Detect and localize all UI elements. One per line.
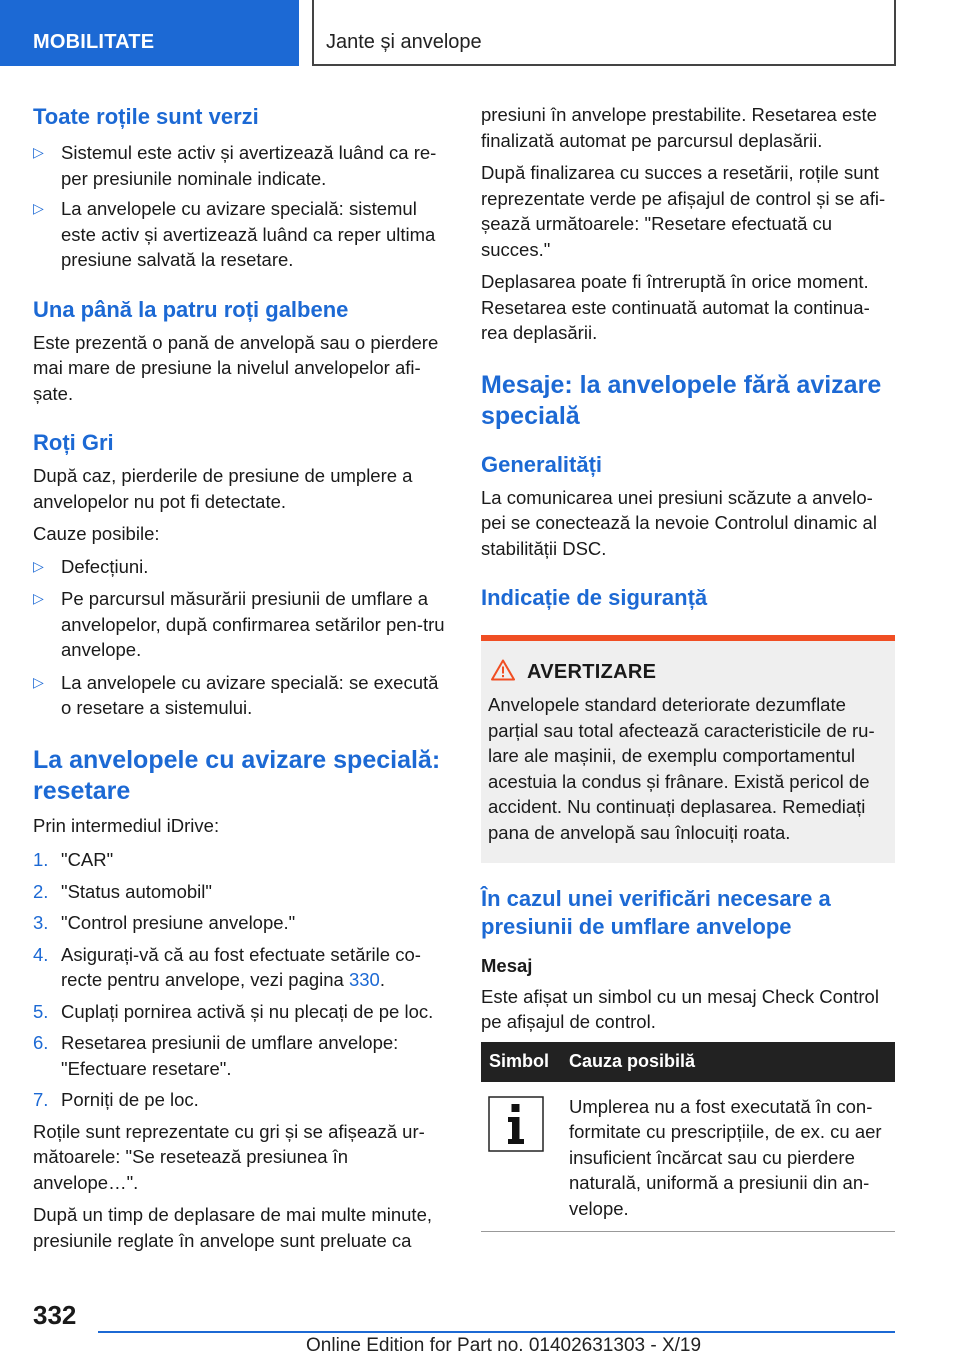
message-label: Mesaj [481,955,533,976]
safety-heading: Indicație de siguranță [481,585,708,610]
reset-success-text: După finalizarea cu succes a resetării, roțile sunt reprezentate verde pe afișajul de control și se afi-șează următoarele: "Resetare efectuată cu succes." [481,162,886,260]
chapter-header [312,0,896,66]
message-text: Este afișat un simbol cu un mesaj Check Control pe afișajul de control. [481,985,879,1032]
page-number: 332 [33,1300,77,1330]
info-icon [488,1096,544,1159]
list-item: ▷ Pe parcursul măsurării presiunii de umflare a anvelopelor, după confirmarea setărilor pen-tru anvelope. [33,588,445,660]
list-item: ▷ Defecțiuni. [33,554,449,580]
messages-heading: Mesaje: la anvelopele fără avizare specială [481,370,882,430]
page-link[interactable]: 330 [348,969,380,990]
continued-text: presiuni în anvelope prestabilite. Resetarea este finalizată automat pe parcursul deplasării. [481,104,877,151]
interrupt-text: Deplasarea poate fi întreruptă în orice moment. Resetarea este continuată automat la continua-rea deplasării. [481,271,870,343]
table-header-row [481,1042,895,1082]
footer-edition: Online Edition for Part no. 01402631303 - X/19 [306,1335,702,1356]
after-steps-text: Roțile sunt reprezentate cu gri și se afișează ur-mătoarele: "Se resetează presiunea în anvelope…". [33,1120,425,1193]
reset-heading: La anvelopele cu avizare specială: resetare [33,745,441,805]
chapter-label: Jante și anvelope [326,31,482,53]
list-item: 6. Resetarea presiunii de umflare anvelope: "Efectuare resetare". [33,1032,399,1079]
footer-divider [98,1331,895,1333]
warning-text: Anvelopele standard deteriorate dezumflate parțial sau total afectează caracteristicile de ru-lare ale mașinii, de exemplu comportamentul acestuia la condus și frânare. Există pericol de accident. Nu continuați deplasarea. Remediați pana de anvelopă sau înlocuiți roata. [488,694,875,843]
section-label: MOBILITATE [33,31,155,53]
grey-wheels-heading: Roți Gri [33,430,114,455]
check-heading: În cazul unei verificări necesare a presiunii de umflare anvelope [481,886,831,939]
warning-box [481,635,895,863]
list-item: 1. "CAR" [33,849,114,870]
column-header-symbol: Simbol [481,1042,561,1082]
warning-title: AVERTIZARE [527,661,657,683]
green-wheels-heading: Toate roțile sunt verzi [33,104,259,129]
list-item: 3. "Control presiune anvelope." [33,912,296,933]
list-item: ▷ La anvelopele cu avizare specială: sistemul este activ și avertizează luând ca reper ultima presiune salvată la resetare. [33,198,436,270]
yellow-wheels-heading: Una până la patru roți galbene [33,296,349,322]
symbol-cell [481,1082,561,1232]
triangle-bullet-icon: ▷ [33,557,44,574]
list-item: ▷ La anvelopele cu avizare specială: se execută o resetare a sistemului. [33,671,439,718]
causes-label: Cauze posibile: [33,523,160,544]
triangle-bullet-icon: ▷ [33,200,44,216]
section-tab [0,0,299,66]
list-item: ▷ Sistemul este activ și avertizează luând ca re-per presiunile nominale indicate. [33,142,437,189]
grey-wheels-text: După caz, pierderile de presiune de umplere a anvelopelor nu pot fi detectate. [33,465,413,512]
cause-cell: Umplerea nu a fost executată în con-formitate cu prescripțiile, de ex. cu aer insuficient încărcat sau cu pierdere naturală, uniformă a presiunii din an-velope. [561,1082,895,1232]
general-text: La comunicarea unei presiuni scăzute a anvelo-pei se conectează la nevoie Controlul dinamic al stabilității DSC. [481,486,877,559]
symbol-table [481,1042,895,1233]
triangle-bullet-icon: ▷ [33,673,44,690]
general-heading: Generalități [481,451,603,477]
list-item: 5. Cuplați pornirea activă și nu plecați de pe loc. [33,1000,434,1022]
warning-triangle-icon [491,659,515,686]
column-header-cause: Cauza posibilă [561,1042,895,1082]
after-steps-text-2: După un timp de deplasare de mai multe minute, presiunile reglate în anvelope sunt preluate ca [33,1204,432,1251]
list-item: 2. "Status automobil" [33,880,212,902]
list-item: 4. Asigurați-vă că au fost efectuate setările co-recte pentru anvelope, vezi pagina 330. [33,943,421,990]
idrive-label: Prin intermediul iDrive: [33,814,220,836]
left-column [33,102,449,1253]
list-item: 7. Porniți de pe loc. [33,1089,199,1110]
yellow-wheels-text: Este prezentă o pană de anvelopă sau o pierdere mai mare de presiune la nivelul anvelopelor afi-șate. [33,331,439,404]
table-row [481,1082,895,1232]
triangle-bullet-icon: ▷ [33,144,44,160]
warning-header [491,659,887,686]
right-column [481,102,895,1232]
triangle-bullet-icon: ▷ [33,590,44,606]
